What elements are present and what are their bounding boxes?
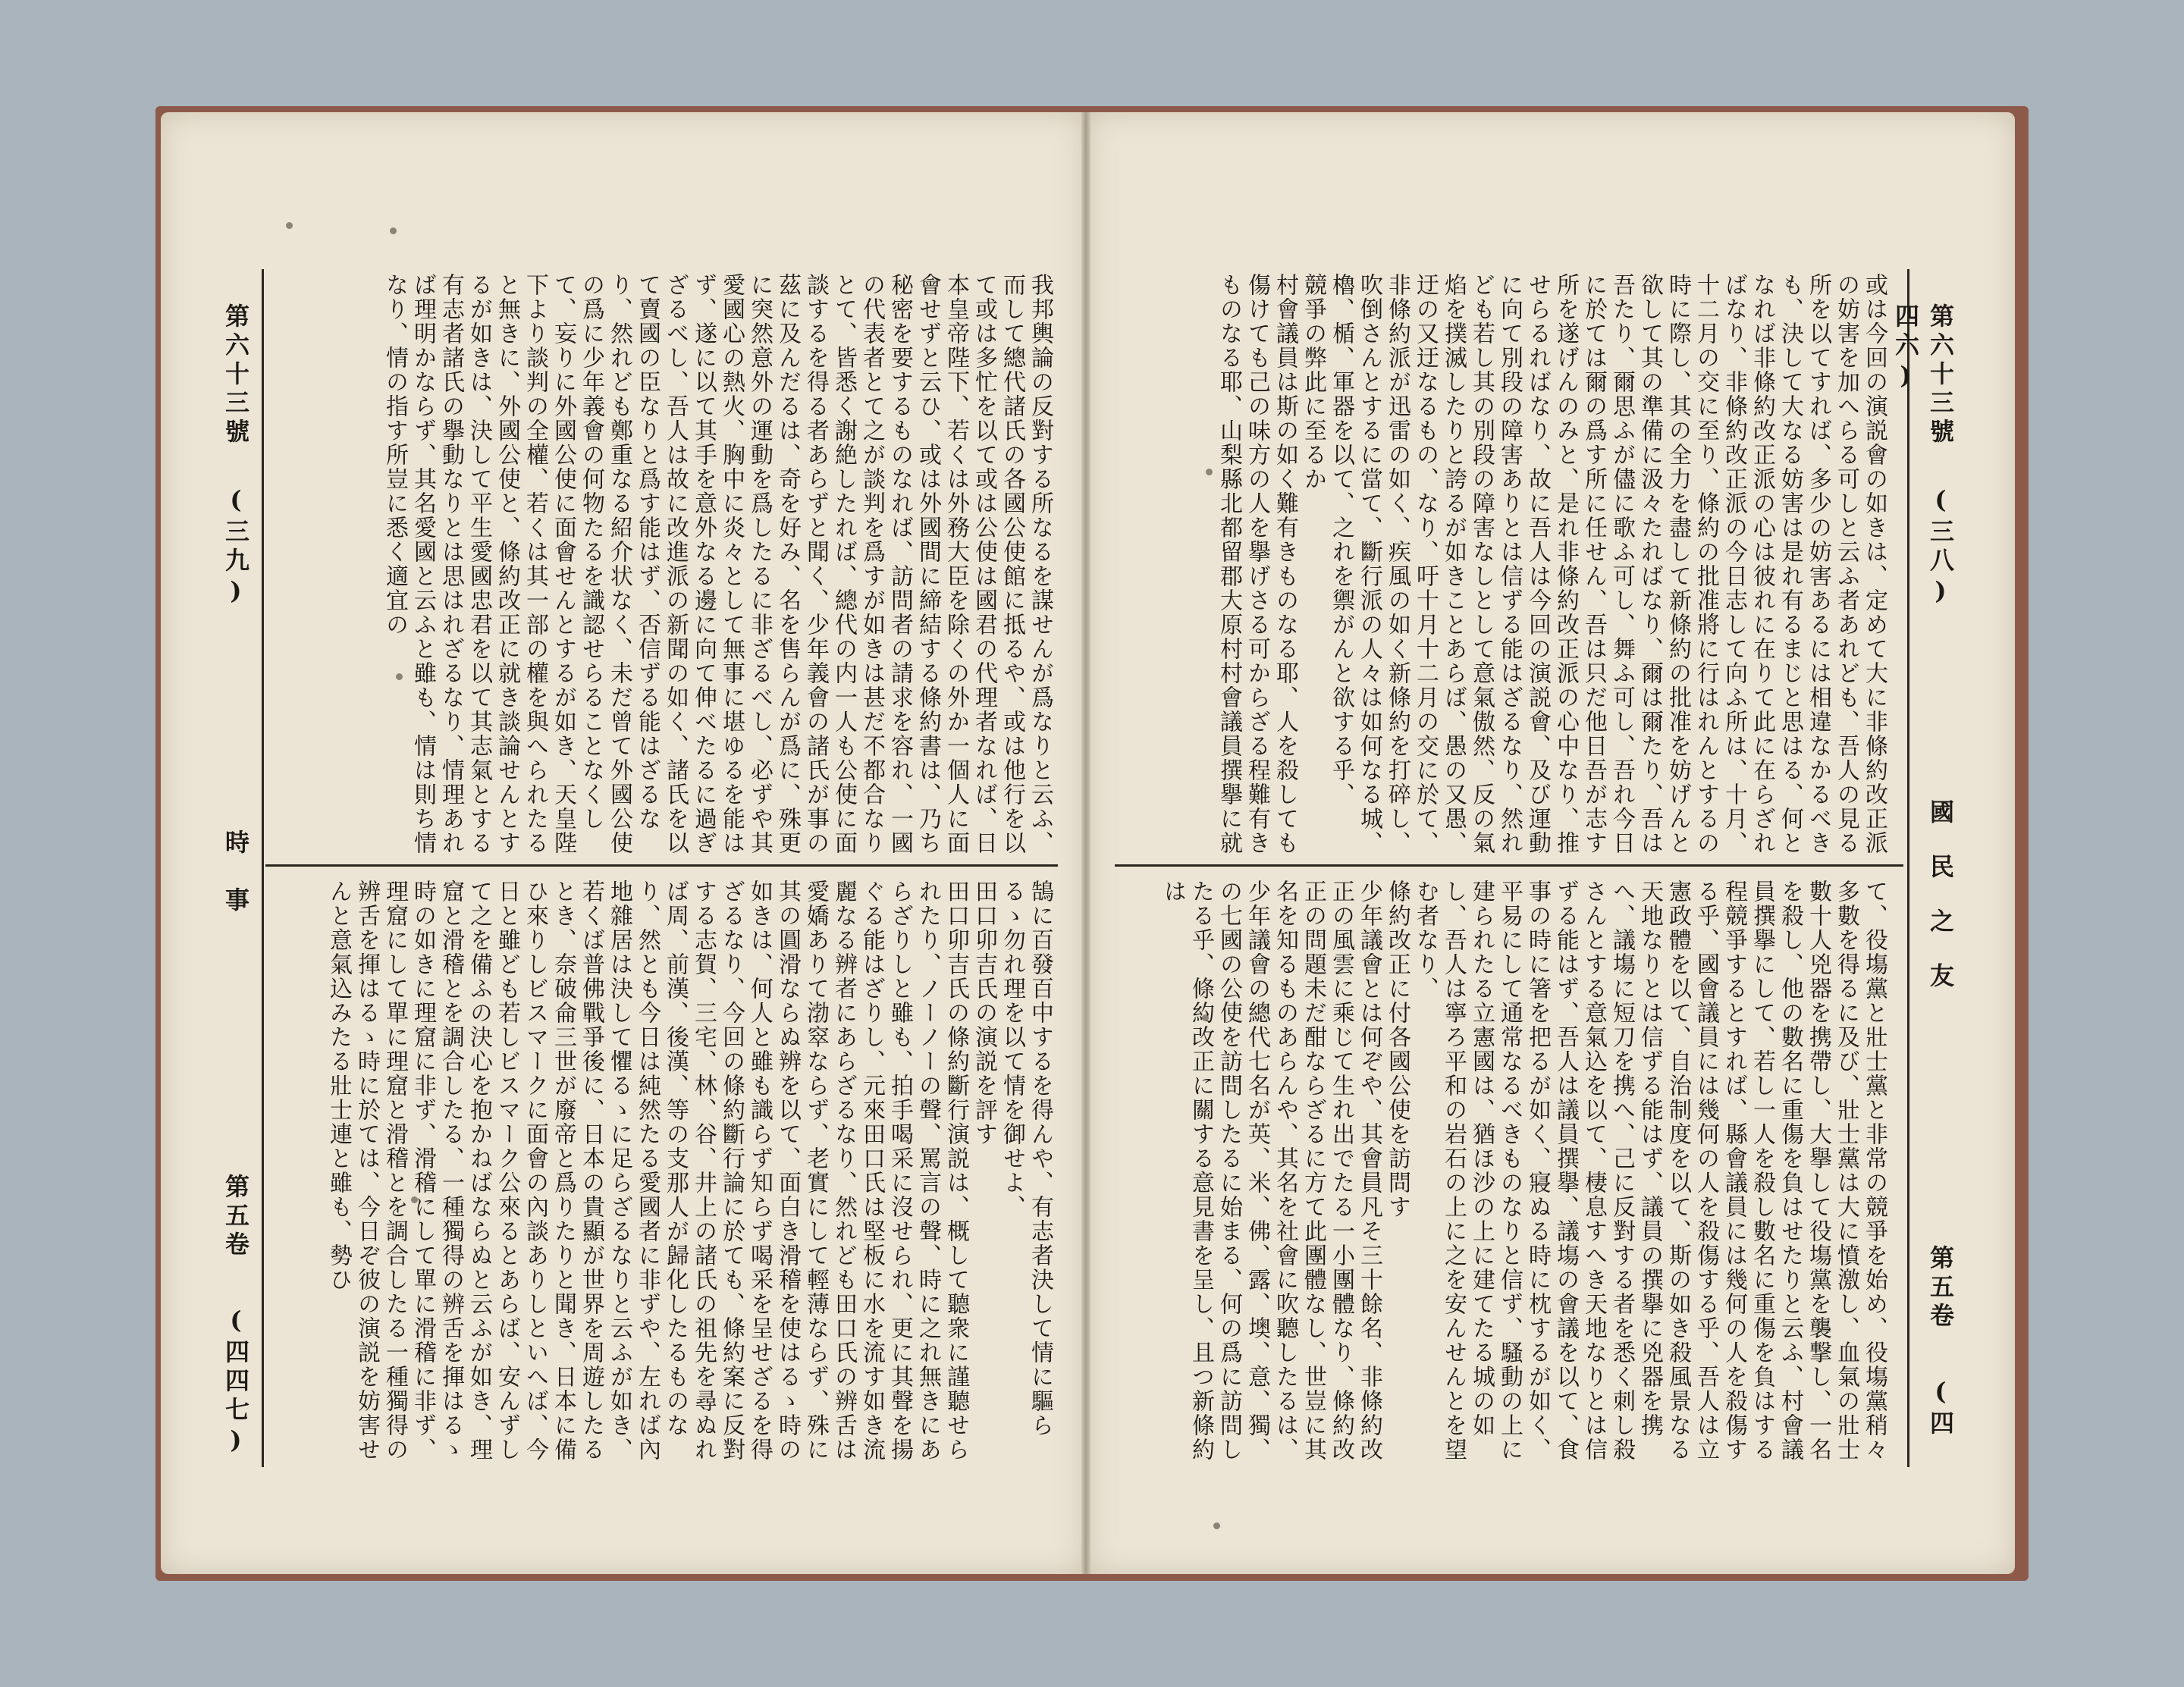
right-lower-text-block: て、役塲黨と壯士黨と非常の競爭を始め、役塲黨稍々多數を得るに及び、壯士黨は大に憤激し、血氣の壯士數十人兇器を携帶し、大擧して役塲黨を襲撃し、一名を殺し、他の數名に重傷を負はせたりと云ふ、村會議員撰擧にして、若し一人を殺し數名に重傷を負はする程競爭するとすれば、縣會議員には幾何の人を殺傷する乎、國會議員には幾何の人を殺傷する乎、吾人は立憲政體を以て、自治制度を以て、斯の如き殺風景なる天地なりとは信ずる能はず、議員の撰擧に兇器を携へ、議塲に短刀を携へ、己に反對する者を悉く刺し殺さんとする意氣込を以て、棲息すへき天地なりとは信ずる能はず、吾人は議員撰擧、議塲の會議を以て、食事の時に箸を把るが如く、寢ぬる時に枕するが如く、平易にして通常なるべきものなりと信ず、騷動の上に建られたる立憲國は、猶ほ沙の上に建てたる城の如し、吾人は寧ろ平和の岩石の上に之を安んせんとを望む者なり、 條約改正に付各國公使を訪問す 少年議會とは何ぞや、其會員凡そ三十餘名、非條約改正の風雲に乘じて生れ出でたる一小團體なり、條約改正の問題未だ酣ならざるに方て此團體なし、世豈に其名を知るものあらんや、其名を社會に吹聽したるは、少年議會の總代七名が英、米、佛、露、墺、意、獨、の七國の公使を訪問したるに始まる、何の爲に訪問したる乎、條約改正に關する意見書を呈し、且つ新條約は (1159, 880, 1887, 1462)
right-running-header (1891, 303, 1958, 1463)
left-lower-text-block: 鵠に百發百中するを得んや、有志者決して情に驅らるゝ勿れ理を以て情を御せよ、 田口卯吉氏の演説を評す 田口卯吉氏の條約斷行演説は、概して聽衆に謹聽せられたり、ノーノーの聲、罵言の聲、時に之れ無きにあらざりしと雖も、拍手喝采に沒せられ、更に其聲を揚ぐる能はざりし、元來田口氏は堅板に水を流す如き流麗なる辨者にあらざるなり、然れども田口氏の辨舌は愛嬌ありて渤窣ならず、老實にして輕薄ならず、殊に其の圓滑ならぬ辨を以て、面白き滑稽を使はるゝ時の如きは、何人と雖も識らず知らず喝采を呈せざるを得ざるなり、今回の條約斷行論に於ても、條約案に反對する志賀、三宅、林、谷、井上の諸氏の祖先を尋ぬれば周、前漢、後漢、等の支那人が歸化したるものなり、然とも今日は純然たる愛國者に非ずや、左れば內地雜居は決して懼るゝに足らざるなりと云ふが如き、若くば普佛戰爭後に、日本の貴顯が世界を周遊したるとき、奈破侖三世が廢帝と爲りたりと聞き、日本に備ひ來りしビスマークに面會の內談ありしといへば、今日と雖ども若しビスマーク公來るとあらば、安んずして之を備ふの決心を抱かねばならぬと云ふが如き、理窟と滑稽とを調合したる、一種獨得の辨舌を揮はるゝ時の如きに理窟に非ず、滑稽にして單に滑稽に非ず、理窟にして單に理窟と滑稽とを調合したる一種獨得の辨舌を揮はるゝ時に於ては、今日ぞ彼の演説を妨害せんと意氣込みたる壯士連と雖も、勢ひ (325, 880, 1053, 1462)
binding-hole (1213, 1522, 1220, 1529)
left-upper-text-block: 我邦輿論の反對する所なるを謀せんが爲なりと云ふ、而して總代諸氏の各國公使館に抵るや、或は他行を以て或は多忙を以て或は公使は國君の代理者なれば、日本皇帝陛下、若くは外務大臣を除くの外か一個人に面會せずと云ひ、或は外國間に締結する條約書は、乃ち秘密を要するものなれば、訪問者の請求を容れ、一國の代表者とて之が談判を爲すが如きは甚だ不都合なりとて、皆悉く謝絶したれば、總代の内一人も公使に面談するを得る者あらずと聞く、少年義會の諸氏が事の茲に及んだるは、奇を好み、名を售らんが爲に、殊更に突然意外の運動を爲したるに非ざるべし、必ずや其愛國心の熱火、胸中に炎々として無事に堪ゆるを能はず、遂に以て其手を意外なる邊に向て伸べたるに過ぎざるべし、吾人は故に改進派の新聞の如く、諸氏を以て賣國の臣なりと爲す能はず、否信ずる能はざるなり、然れども鄭重なる紹介状なく、未だ曾て外國公使の爲に少年義會の何物たるを識認せらることなくして、妄りに外國公使に面會せんとするが如き、天皇陛下より談判の全權、若くは其一部の權を與へられたると無きに、外國公使と、條約改正に就き談論せんとするが如きは、決して平生愛國忠君を以て其志氣とする有志者諸氏の擧動なりとは思はれざるなり、情理あれば理明かならず、其名愛國と云ふと雖も、情は則ち情なり、情の指す所豈に悉く適宜の (381, 273, 1053, 855)
volume-number: 第五卷 (1926, 1245, 1955, 1331)
right-upper-text-block: 或は今回の演説會の如きは、定めて大に非條約改正派の妨害を加へらる可しと云ふ者あれども、吾人の見る所を以てすれば、多少の妨害あるには相違なかるべきも、決して大なる妨害は是れ有るまじと思はる、何となれば非條約改正派の心は彼れに在りて此に在らざればなり、非條約改正派の今日志して向ふ所は、十月、十二月の交に至り、條約の批准將に行はれんとするの時に際し、其の全力を盡して新條約の批准を妨げんと欲して其の準備に汲々たればなり、爾は爾たり、吾は吾たり、爾思ふが儘に歌ふ可し、舞ふ可し、吾れ今日に於ては爾の爲す所に任せん、吾は只だ他日吾が志す所を遂げんのみと、是れ非條約改正派の心中なり、推せらるればなり、故に吾人は今回の演説會、及び運動に向て別段の障害ありとは信ずる能はざるなり、然れども若し其の別段の障害なしとして意氣傲然、反の氣焰を撲滅したりと誇るが如きことあらば、愚の又愚、迂の又迂なるもの、なり、吁十月十二月の交に於て、非條約派が迅雷の如く、疾風の如く新條約を打碎し、吹倒さんとするに當て、斷行派の人々は如何なる城、櫓、楯、軍器を以て、之れを禦がんと欲する乎、 競爭の弊此に至るか 村會議員は斯の如く難有きものなる耶、人を殺しても傷けても己の味方の人を擧げさる可からざる程難有きものなる耶、山梨縣北都留郡大原村村會議員撰擧に就 (1216, 273, 1887, 855)
page-number: (三九) (221, 485, 250, 610)
right-header-rule (1907, 269, 1909, 1467)
left-running-header (214, 303, 253, 1463)
page-number: (三八) (1926, 485, 1955, 610)
left-header-rule (262, 269, 264, 1467)
binding-hole (390, 227, 397, 234)
folio-number: (四四七) (221, 1306, 250, 1459)
section-title: 時 事 (221, 829, 250, 916)
volume-number: 第五卷 (221, 1174, 250, 1260)
left-mid-rule (265, 864, 1058, 867)
issue-number: 第六十三號 (1926, 303, 1955, 447)
magazine-title: 國民之友 (1926, 799, 1955, 1018)
issue-number: 第六十三號 (221, 303, 250, 447)
folio-number: (四四六) (1891, 303, 1955, 1439)
binding-hole (286, 222, 293, 229)
right-mid-rule (1115, 864, 1903, 867)
page-gutter (1081, 112, 1090, 1574)
